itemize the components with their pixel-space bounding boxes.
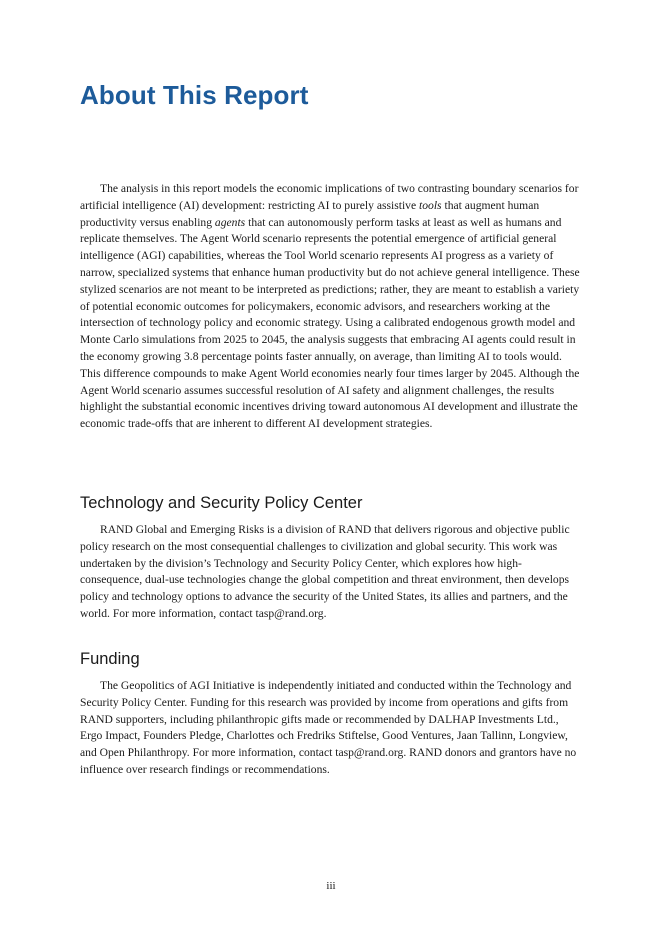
abstract-text-3: that can autonomously perform tasks at least as well as humans and replicate themselves. The Agent World scenario represents the potential emergence of artificial general intelligence (AGI) capabilities, whereas the Tool World scenario represents AI progress as a variety of narrow, specialized systems that enhance human productivity but do not achieve general intelligence. These stylized scenarios are not meant to be interpreted as predictions; rather, they are meant to establish a variety of potential economic outcomes for policymakers, economic advisors, and researchers working at the intersection of technology policy and economic strategy. Using a calibrated endogenous growth model and Monte Carlo simulations from 2025 to 2045, the analysis suggests that embracing AI agents could result in the economy growing 3.8 percentage points faster annually, on average, than limiting AI to tools would. This difference compounds to make Agent World economies nearly four times larger by 2045. Although the Agent World scenario assumes successful resolution of AI safety and alignment challenges, the results highlight the substantial economic incentives driving toward autonomous AI development and illustrate the economic trade-offs that are inherent to different AI development strategies.: [80, 215, 580, 431]
abstract-paragraph: [80, 181, 582, 433]
center-paragraph: RAND Global and Emerging Risks is a division of RAND that delivers rigorous and objective public policy research on the most consequential challenges to civilization and global security. This work was undertaken by the division’s Technology and Security Policy Center, which explores how high-consequence, dual-use technologies change the global competition and threat environment, then develops policy and technology options to advance the security of the United States, its allies and partners, and the world. For more information, contact tasp@rand.org.: [80, 523, 570, 620]
funding-heading: Funding: [80, 650, 140, 668]
center-heading: Technology and Security Policy Center: [80, 494, 363, 512]
page-title: About This Report: [80, 80, 309, 110]
abstract-emphasis-tools: tools: [419, 198, 442, 212]
abstract-text-2: that augment human productivity versus enabling: [80, 198, 540, 229]
page-number: iii: [326, 880, 336, 892]
abstract-emphasis-agents: agents: [214, 215, 246, 229]
abstract-text-1: The analysis in this report models the economic implications of two contrasting boundary scenarios for artificial intelligence (AI) development: restricting AI to purely assistive: [80, 182, 579, 212]
funding-paragraph: The Geopolitics of AGI Initiative is independently initiated and conducted within the Technology and Security Policy Center. Funding for this research was provided by income from operations and gifts from RAND supporters, including philanthropic gifts made or recommended by DALHAP Investments Ltd., Ergo Impact, Founders Pledge, Charlottes och Fredriks Stiftelse, Good Ventures, Jaan Tallinn, Longview, and Open Philanthropy. For more information, contact tasp@rand.org. RAND donors and grantors have no influence over research findings or recommendations.: [80, 679, 577, 776]
